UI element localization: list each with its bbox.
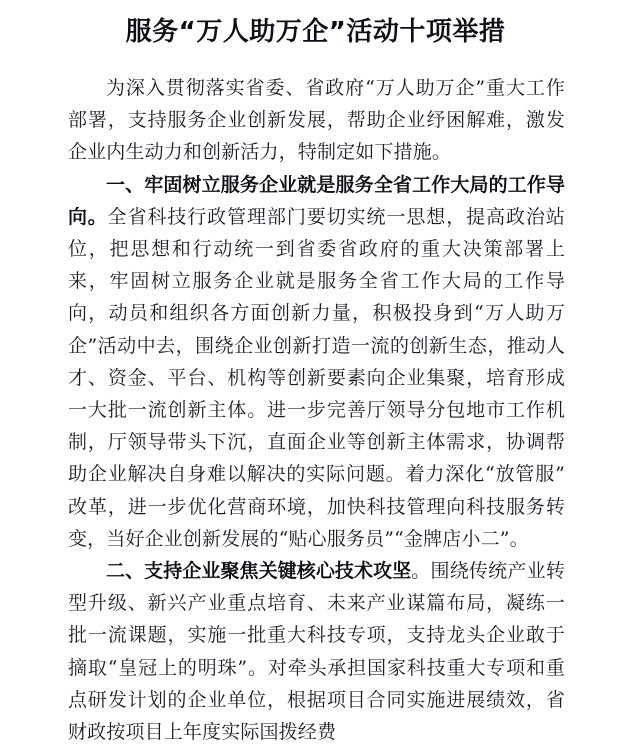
section-heading-one: 一、牢固树立服务企业就是服务全省工作大局的工作导向。 [68, 173, 565, 228]
document-body [0, 72, 631, 748]
paragraph-item-one [68, 169, 565, 555]
section-heading-two: 二、支持企业聚焦关键核心技术攻坚 [106, 560, 412, 583]
paragraph-item-one-text: 全省科技行政管理部门要切实统一思想，提高政治站位，把思想和行动统一到省委省政府的重大决策部署上来，牢固树立服务企业就是服务全省工作大局的工作导向，动员和组织各方面创新力量，积极投身到“万人助万企”活动中去，围绕企业创新打造一流的创新生态，推动人才、资金、平台、机构等创新要素向企业集聚，培育形成一大批一流创新主体。进一步完善厅领导分包地市工作机制，厅领导带头下沉，直面企业等创新主体需求，协调帮助企业解决自身难以解决的实际问题。着力深化“放管服”改革，进一步优化营商环境，加快科技管理向科技服务转变，当好企业创新发展的“贴心服务员”“金牌店小二”。 [68, 205, 565, 550]
page-title: 服务“万人助万企”活动十项举措 [125, 17, 506, 47]
paragraph-item-two [68, 555, 565, 748]
paragraph-preamble-text: 为深入贯彻落实省委、省政府“万人助万企”重大工作部署，支持服务企业创新发展，帮助企业纾困解难，激发企业内生动力和创新活力，特制定如下措施。 [68, 77, 565, 164]
paragraph-item-two-text: 。围绕传统产业转型升级、新兴产业重点培育、未来产业谋篇布局，凝练一批一流课题，实施一批重大科技专项，支持龙头企业敢于摘取“皇冠上的明珠”。对牵头承担国家科技重大专项和重点研发计划的企业单位，根据项目合同实施进展绩效，省财政按项目上年度实际国拨经费 [68, 560, 565, 744]
paragraph-preamble [68, 72, 565, 169]
